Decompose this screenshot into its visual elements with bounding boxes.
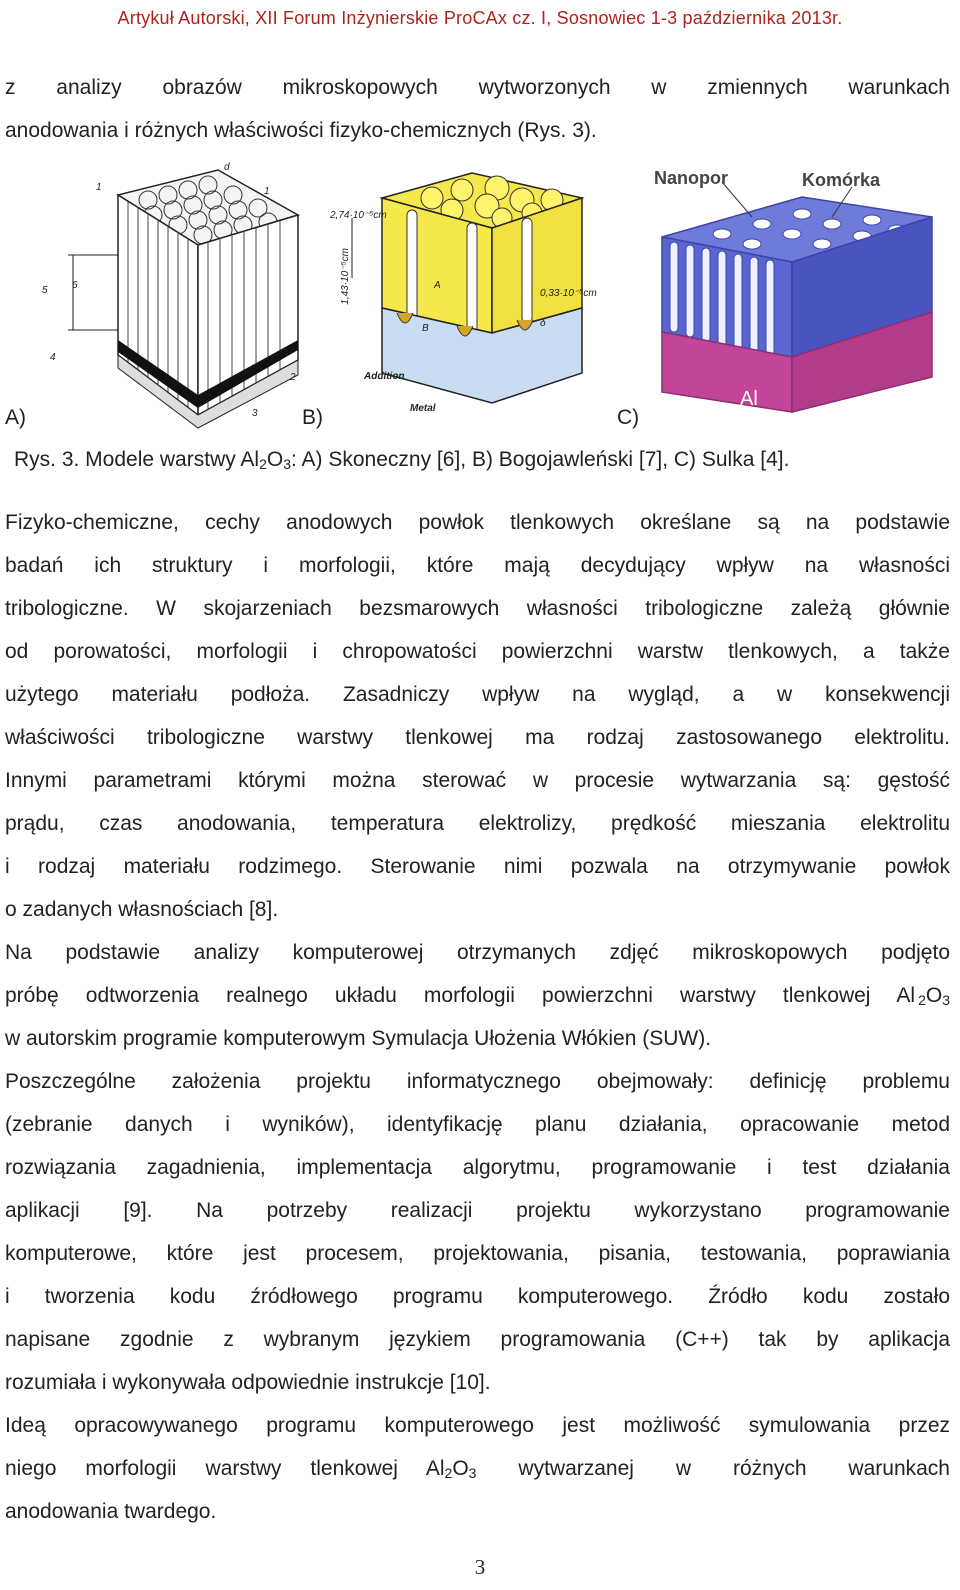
figure-b-bogojawlenski [322,168,622,418]
figure-label-c: C) [617,406,640,429]
body-line: prądu, czas anodowania, temperatura elektrolizy, prędkość mieszania elektrolitu [5,812,950,835]
fig-b-label-a: A [434,280,441,291]
body-line: badań ich struktury i morfologii, które mają decydujący wpływ na własności [5,554,950,577]
body-line: tribologiczne. W skojarzeniach bezsmarowych własności tribologiczne zależą głównie [5,597,950,620]
body-line: i rodzaj materiału rodzimego. Sterowanie nimi pozwala na otrzymywanie powłok [5,855,950,878]
body-line: o zadanych własnościach [8]. [5,898,279,921]
fig-a-label-5: 5 [42,285,48,296]
figure-label-b: B) [302,406,323,429]
fig-a-label-6: 6 [72,280,78,291]
figure-c-sulka [652,162,947,417]
fig-a-label-1: 1 [96,182,102,193]
figure-a-skoneczny [28,160,308,430]
body-line: od porowatości, morfologii i chropowatości powierzchni warstw tlenkowych, a także [5,640,950,663]
body-line: Ideą opracowywanego programu komputerowego jest możliwość symulowania przez [5,1414,950,1437]
body-line: Fizyko-chemiczne, cechy anodowych powłok tlenkowych określane są na podstawie [5,511,950,534]
body-line: i tworzenia kodu źródłowego programu komputerowego. Źródło kodu zostało [5,1285,950,1308]
body-line: właściwości tribologiczne warstwy tlenkowej ma rodzaj zastosowanego elektrolitu. [5,726,950,749]
fig-b-label-delta: δ [540,318,546,329]
body-line: anodowania twardego. [5,1500,217,1523]
body-line: napisane zgodnie z wybranym językiem programowania (C++) tak by aplikacja [5,1328,950,1351]
body-line: rozwiązania zagadnienia, implementacja algorytmu, programowanie i test działania [5,1156,950,1179]
body-line-al2o3: próbę odtworzenia realnego układu morfologii powierzchni warstwy tlenkowej Al $_2O_3$ [5,984,950,1008]
body-line: Innymi parametrami którymi można sterować w procesie wytwarzania są: gęstość [5,769,950,792]
body-line: aplikacji [9]. Na potrzeby realizacji projektu wykorzystano programowanie [5,1199,950,1222]
fig-b-dim-height: 1,43·10⁻⁵cm [340,248,351,305]
fig-c-al: Al [740,388,758,410]
fig-a-label-1b: 1 [264,186,270,197]
fig-b-dim-top: 2,74·10⁻⁵cm [330,210,387,221]
body-line: użytego materiału podłoża. Zasadniczy wpływ na wygląd, a w konsekwencji [5,683,950,706]
fig-a-label-3: 3 [252,408,258,419]
fig-b-label-b: B [422,323,429,334]
body-line: komputerowe, które jest procesem, projektowania, pisania, testowania, poprawiania [5,1242,950,1265]
fig-b-metal: Metal [410,403,436,414]
body-line: w autorskim programie komputerowym Symulacja Ułożenia Włókien (SUW). [5,1027,712,1050]
fig-a-label-d: d [224,162,230,173]
fig-b-dim-pore: 0,33·10⁻⁵cm [540,288,597,299]
figure-label-a: A) [5,406,26,429]
figure-caption: Rys. 3. Modele warstwy $Al_2O_3$: A) Skoneczny [6], B) Bogojawleński [7], C) Sulka [4]. [14,448,790,472]
body-line-al2o3-2: niego morfologii warstwy tlenkowej Al $_2O_3$ wytwarzanej w różnych warunkach [5,1457,950,1481]
running-header: Artykuł Autorski, XII Forum Inżynierskie ProCAx cz. I, Sosnowiec 1-3 października 2013r. [117,8,843,28]
page-number: 3 [474,1555,486,1579]
intro-line-2: anodowania i różnych właściwości fizyko-chemicznych (Rys. 3). [5,119,597,142]
fig-c-komorka: Komórka [802,170,881,190]
body-line: Na podstawie analizy komputerowej otrzymanych zdjęć mikroskopowych podjęto [5,941,950,964]
fig-b-addition: Addition [364,371,405,382]
intro-line-1: z analizy obrazów mikroskopowych wytworzonych w zmiennych warunkach [5,76,950,99]
body-line: Poszczególne założenia projektu informatycznego obejmowały: definicję problemu [5,1070,950,1093]
body-line: (zebranie danych i wyników), identyfikację planu działania, opracowanie metod [5,1113,950,1136]
body-line: rozumiała i wykonywała odpowiednie instrukcje [10]. [5,1371,491,1394]
fig-a-label-4: 4 [50,352,56,363]
fig-a-label-2: 2 [290,372,296,383]
fig-c-nanopor: Nanopor [654,168,728,188]
